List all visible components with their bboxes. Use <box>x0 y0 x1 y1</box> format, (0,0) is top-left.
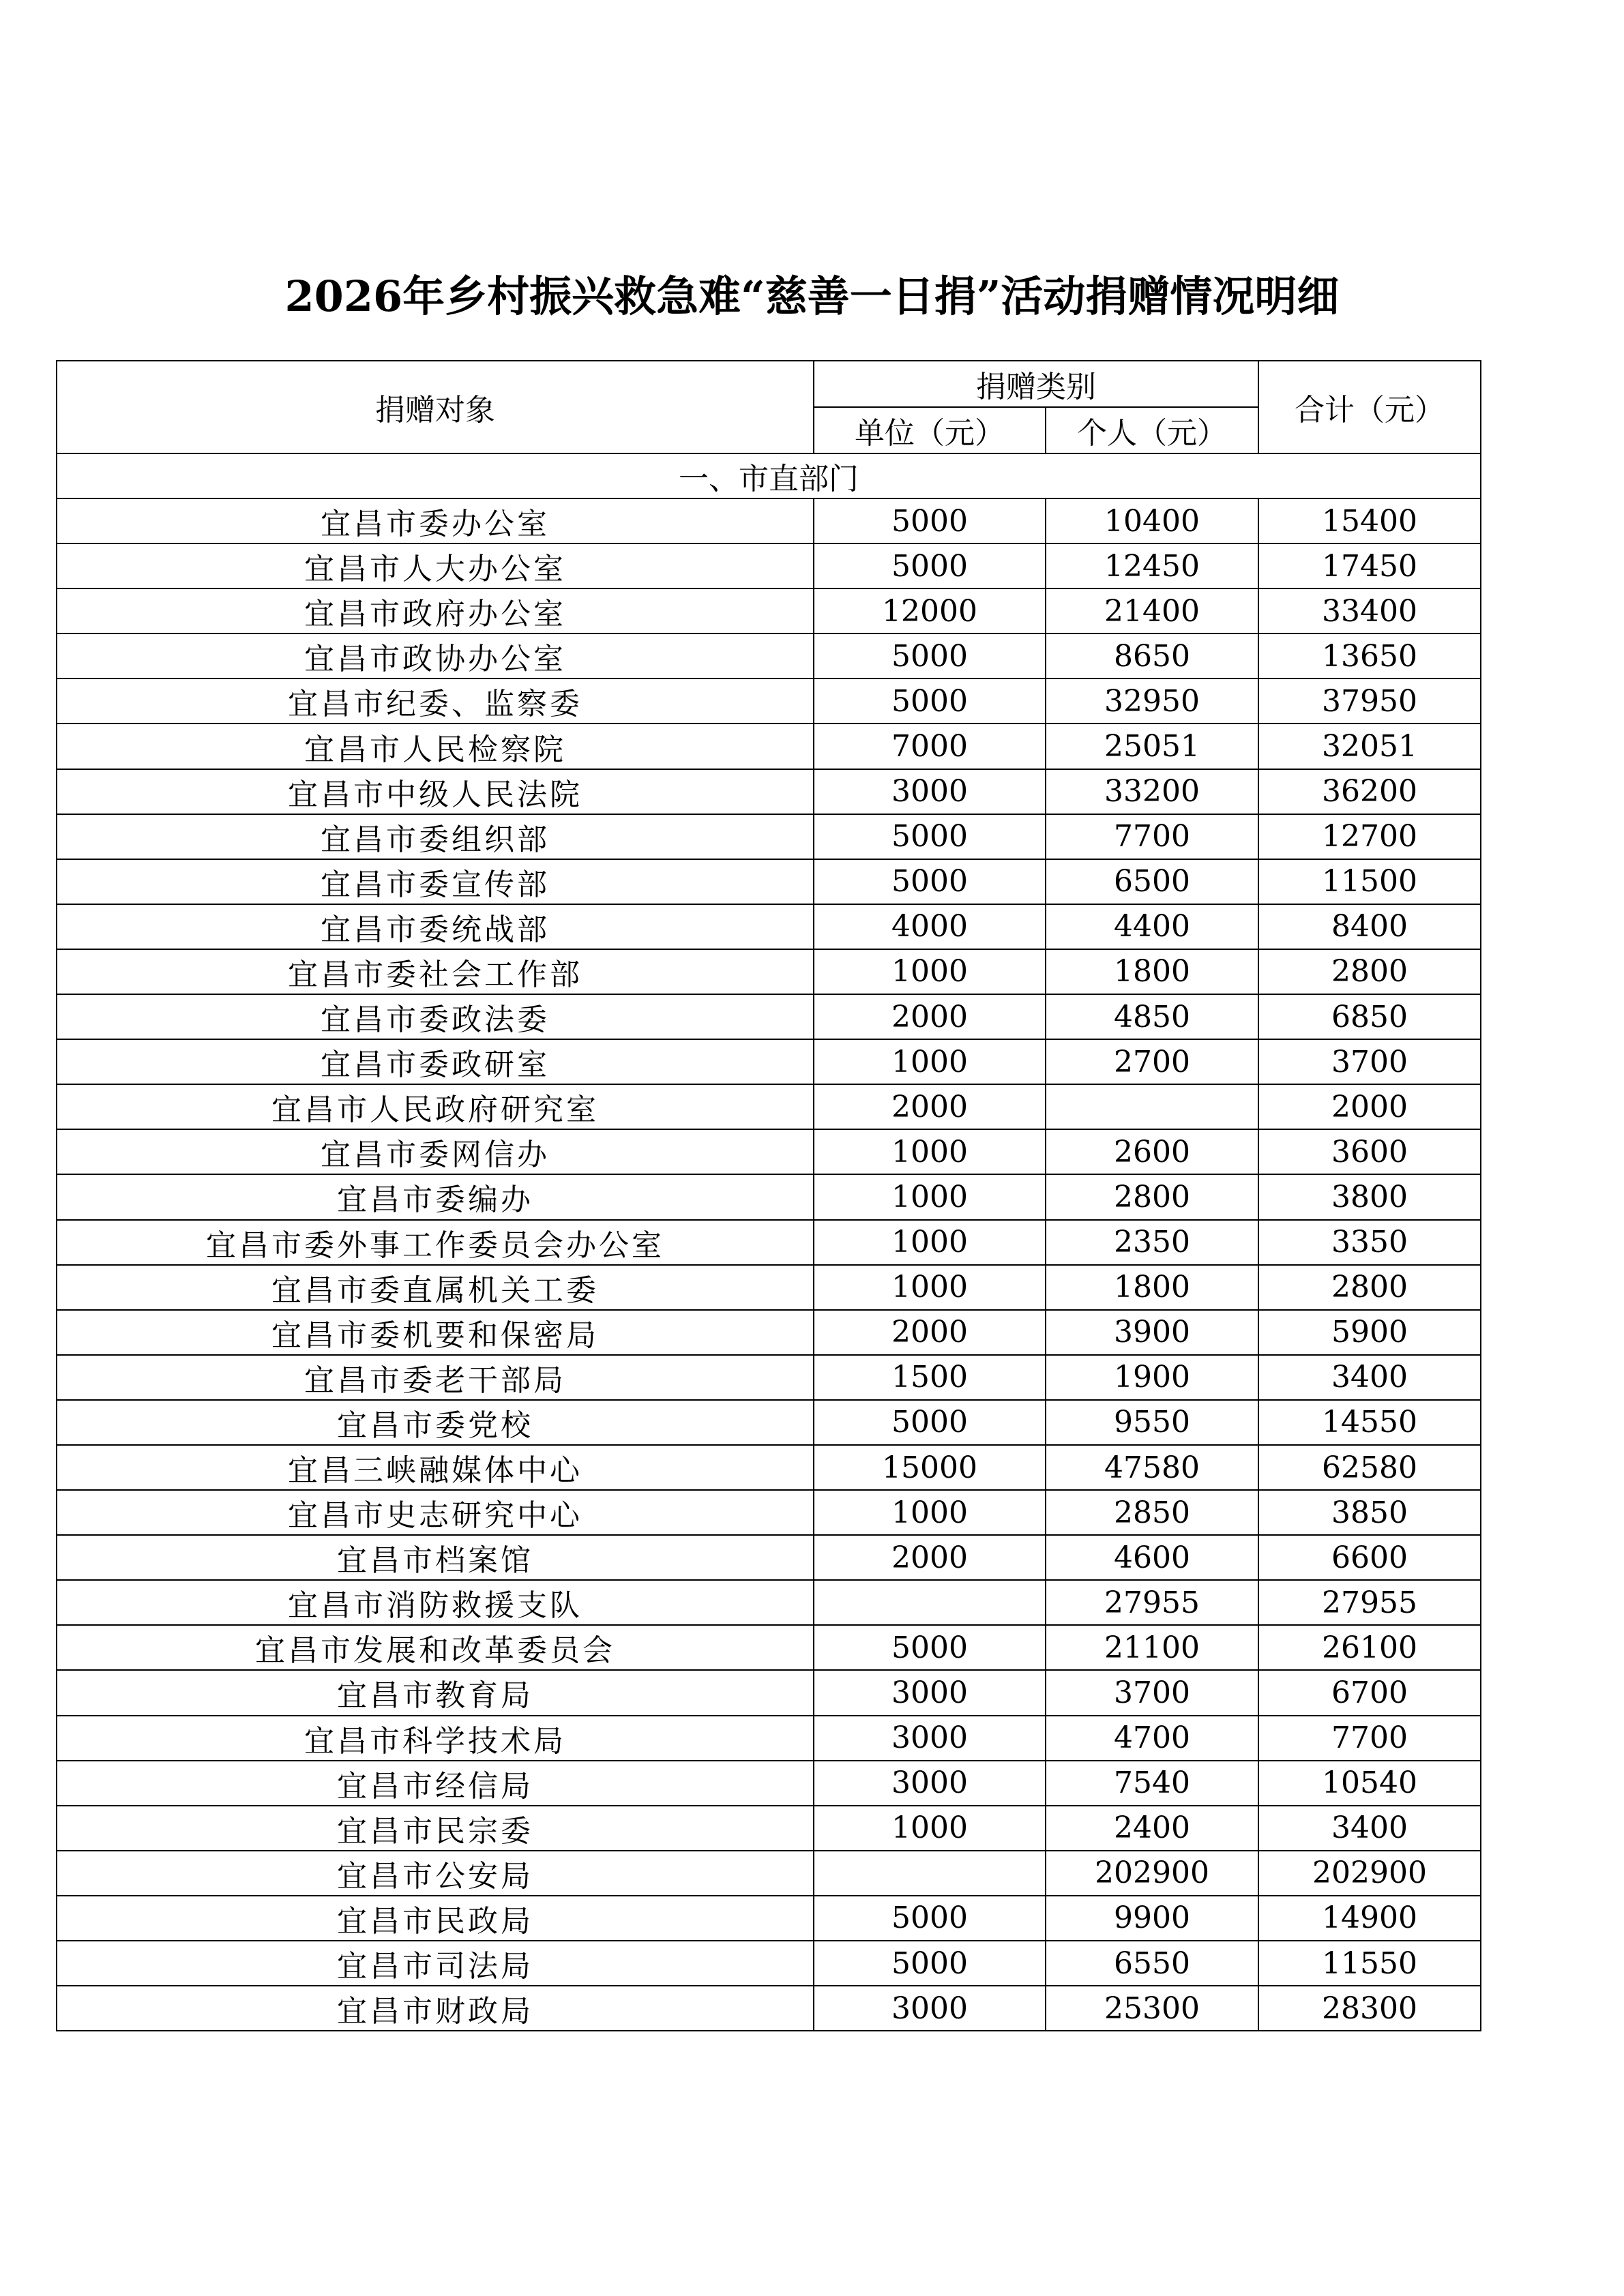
cell-unit: 2000 <box>814 1535 1046 1580</box>
cell-unit: 5000 <box>814 1941 1046 1986</box>
cell-name: 宜昌市教育局 <box>57 1670 814 1715</box>
cell-personal: 12450 <box>1046 543 1258 588</box>
cell-name: 宜昌市委政法委 <box>57 994 814 1039</box>
cell-unit: 1000 <box>814 949 1046 994</box>
cell-personal: 21400 <box>1046 588 1258 633</box>
section-heading: 一、市直部门 <box>57 453 1481 498</box>
table-row <box>57 1400 1481 1445</box>
cell-name: 宜昌市人民政府研究室 <box>57 1084 814 1129</box>
cell-personal: 8650 <box>1046 633 1258 679</box>
cell-name: 宜昌市档案馆 <box>57 1535 814 1580</box>
cell-name: 宜昌市委编办 <box>57 1174 814 1219</box>
cell-unit: 5000 <box>814 633 1046 679</box>
cell-unit: 5000 <box>814 498 1046 543</box>
cell-unit: 4000 <box>814 904 1046 949</box>
table-row <box>57 498 1481 543</box>
cell-name: 宜昌市委直属机关工委 <box>57 1265 814 1310</box>
cell-total: 3400 <box>1258 1355 1481 1400</box>
cell-name: 宜昌市政协办公室 <box>57 633 814 679</box>
cell-total: 202900 <box>1258 1851 1481 1896</box>
cell-name: 宜昌市委网信办 <box>57 1129 814 1174</box>
table-row <box>57 1490 1481 1535</box>
header-category: 捐赠类别 <box>814 361 1258 407</box>
cell-unit: 5000 <box>814 859 1046 904</box>
cell-total: 6850 <box>1258 994 1481 1039</box>
cell-personal: 1800 <box>1046 1265 1258 1310</box>
cell-name: 宜昌市委党校 <box>57 1400 814 1445</box>
cell-name: 宜昌市公安局 <box>57 1851 814 1896</box>
cell-personal: 202900 <box>1046 1851 1258 1896</box>
cell-name: 宜昌市史志研究中心 <box>57 1490 814 1535</box>
table-row <box>57 904 1481 949</box>
table-row <box>57 1986 1481 2031</box>
cell-name: 宜昌三峡融媒体中心 <box>57 1445 814 1490</box>
cell-unit <box>814 1580 1046 1625</box>
table-row <box>57 1625 1481 1670</box>
cell-name: 宜昌市发展和改革委员会 <box>57 1625 814 1670</box>
cell-total: 11550 <box>1258 1941 1481 1986</box>
cell-total: 11500 <box>1258 859 1481 904</box>
cell-personal: 9900 <box>1046 1896 1258 1941</box>
cell-personal: 25300 <box>1046 1986 1258 2031</box>
cell-personal: 1900 <box>1046 1355 1258 1400</box>
cell-personal: 4850 <box>1046 994 1258 1039</box>
cell-unit: 15000 <box>814 1445 1046 1490</box>
cell-name: 宜昌市经信局 <box>57 1761 814 1806</box>
cell-total: 3800 <box>1258 1174 1481 1219</box>
cell-name: 宜昌市政府办公室 <box>57 588 814 633</box>
cell-personal: 2400 <box>1046 1806 1258 1851</box>
cell-name: 宜昌市委组织部 <box>57 814 814 859</box>
cell-personal: 6550 <box>1046 1941 1258 1986</box>
table-row <box>57 1174 1481 1219</box>
cell-name: 宜昌市民政局 <box>57 1896 814 1941</box>
cell-total: 28300 <box>1258 1986 1481 2031</box>
cell-total: 62580 <box>1258 1445 1481 1490</box>
table-row <box>57 769 1481 814</box>
cell-unit: 5000 <box>814 679 1046 724</box>
header-personal: 个人（元） <box>1046 407 1258 453</box>
cell-unit: 5000 <box>814 543 1046 588</box>
cell-total: 32051 <box>1258 724 1481 769</box>
cell-total: 13650 <box>1258 633 1481 679</box>
cell-name: 宜昌市中级人民法院 <box>57 769 814 814</box>
cell-personal: 32950 <box>1046 679 1258 724</box>
table-row <box>57 1310 1481 1355</box>
table-row <box>57 588 1481 633</box>
cell-name: 宜昌市人大办公室 <box>57 543 814 588</box>
cell-personal: 7540 <box>1046 1761 1258 1806</box>
cell-unit <box>814 1851 1046 1896</box>
cell-personal: 3900 <box>1046 1310 1258 1355</box>
cell-unit: 5000 <box>814 1896 1046 1941</box>
cell-personal: 25051 <box>1046 724 1258 769</box>
cell-name: 宜昌市委机要和保密局 <box>57 1310 814 1355</box>
cell-total: 8400 <box>1258 904 1481 949</box>
cell-name: 宜昌市委办公室 <box>57 498 814 543</box>
cell-unit: 1000 <box>814 1039 1046 1084</box>
cell-unit: 5000 <box>814 1625 1046 1670</box>
cell-total: 3850 <box>1258 1490 1481 1535</box>
table-row <box>57 1129 1481 1174</box>
cell-personal: 4700 <box>1046 1716 1258 1761</box>
cell-total: 5900 <box>1258 1310 1481 1355</box>
cell-total: 3400 <box>1258 1806 1481 1851</box>
cell-name: 宜昌市委老干部局 <box>57 1355 814 1400</box>
cell-total: 17450 <box>1258 543 1481 588</box>
cell-total: 26100 <box>1258 1625 1481 1670</box>
table-row <box>57 1761 1481 1806</box>
cell-name: 宜昌市人民检察院 <box>57 724 814 769</box>
cell-name: 宜昌市财政局 <box>57 1986 814 2031</box>
cell-unit: 1000 <box>814 1129 1046 1174</box>
cell-unit: 3000 <box>814 769 1046 814</box>
cell-unit: 3000 <box>814 1716 1046 1761</box>
header-target: 捐赠对象 <box>57 361 814 453</box>
cell-total: 15400 <box>1258 498 1481 543</box>
cell-name: 宜昌市委统战部 <box>57 904 814 949</box>
table-row <box>57 1445 1481 1490</box>
cell-unit: 3000 <box>814 1986 1046 2031</box>
cell-name: 宜昌市民宗委 <box>57 1806 814 1851</box>
cell-unit: 1000 <box>814 1174 1046 1219</box>
cell-unit: 1000 <box>814 1806 1046 1851</box>
table-row <box>57 1716 1481 1761</box>
cell-total: 14900 <box>1258 1896 1481 1941</box>
table-row <box>57 724 1481 769</box>
cell-personal: 6500 <box>1046 859 1258 904</box>
header-unit: 单位（元） <box>814 407 1046 453</box>
cell-unit: 2000 <box>814 1084 1046 1129</box>
cell-unit: 3000 <box>814 1670 1046 1715</box>
cell-total: 7700 <box>1258 1716 1481 1761</box>
cell-total: 2000 <box>1258 1084 1481 1129</box>
document-title: 2026年乡村振兴救急难“慈善一日捐”活动捐赠情况明细 <box>284 271 1340 321</box>
cell-total: 2800 <box>1258 1265 1481 1310</box>
cell-total: 12700 <box>1258 814 1481 859</box>
table-row <box>57 949 1481 994</box>
cell-total: 2800 <box>1258 949 1481 994</box>
table-row <box>57 1355 1481 1400</box>
table-row <box>57 1896 1481 1941</box>
cell-unit: 12000 <box>814 588 1046 633</box>
cell-personal: 4400 <box>1046 904 1258 949</box>
cell-name: 宜昌市纪委、监察委 <box>57 679 814 724</box>
cell-name: 宜昌市委政研室 <box>57 1039 814 1084</box>
cell-total: 6700 <box>1258 1670 1481 1715</box>
table-row <box>57 633 1481 679</box>
table-row <box>57 1670 1481 1715</box>
cell-personal: 4600 <box>1046 1535 1258 1580</box>
table-row <box>57 1806 1481 1851</box>
table-row <box>57 543 1481 588</box>
cell-personal: 9550 <box>1046 1400 1258 1445</box>
table-row <box>57 679 1481 724</box>
table-row <box>57 1851 1481 1896</box>
cell-personal: 47580 <box>1046 1445 1258 1490</box>
cell-unit: 2000 <box>814 1310 1046 1355</box>
cell-personal <box>1046 1084 1258 1129</box>
cell-total: 10540 <box>1258 1761 1481 1806</box>
cell-personal: 3700 <box>1046 1670 1258 1715</box>
table-row <box>57 1580 1481 1625</box>
cell-name: 宜昌市委宣传部 <box>57 859 814 904</box>
cell-total: 37950 <box>1258 679 1481 724</box>
donation-table <box>56 360 1481 2031</box>
cell-unit: 7000 <box>814 724 1046 769</box>
cell-personal: 33200 <box>1046 769 1258 814</box>
cell-unit: 5000 <box>814 1400 1046 1445</box>
table-row <box>57 1039 1481 1084</box>
header-total: 合计（元） <box>1258 361 1481 453</box>
table-row <box>57 859 1481 904</box>
cell-personal: 7700 <box>1046 814 1258 859</box>
cell-total: 14550 <box>1258 1400 1481 1445</box>
cell-total: 36200 <box>1258 769 1481 814</box>
table-row <box>57 994 1481 1039</box>
cell-personal: 10400 <box>1046 498 1258 543</box>
cell-unit: 1000 <box>814 1490 1046 1535</box>
cell-name: 宜昌市委社会工作部 <box>57 949 814 994</box>
table-row <box>57 1535 1481 1580</box>
cell-personal: 2850 <box>1046 1490 1258 1535</box>
cell-personal: 27955 <box>1046 1580 1258 1625</box>
cell-personal: 1800 <box>1046 949 1258 994</box>
table-row <box>57 1941 1481 1986</box>
cell-personal: 2350 <box>1046 1220 1258 1265</box>
cell-name: 宜昌市司法局 <box>57 1941 814 1986</box>
table-row <box>57 1220 1481 1265</box>
cell-personal: 2800 <box>1046 1174 1258 1219</box>
cell-personal: 21100 <box>1046 1625 1258 1670</box>
cell-total: 3600 <box>1258 1129 1481 1174</box>
table-row <box>57 814 1481 859</box>
cell-unit: 2000 <box>814 994 1046 1039</box>
cell-personal: 2700 <box>1046 1039 1258 1084</box>
cell-name: 宜昌市科学技术局 <box>57 1716 814 1761</box>
table-row <box>57 1265 1481 1310</box>
cell-name: 宜昌市委外事工作委员会办公室 <box>57 1220 814 1265</box>
cell-total: 6600 <box>1258 1535 1481 1580</box>
cell-unit: 1500 <box>814 1355 1046 1400</box>
cell-personal: 2600 <box>1046 1129 1258 1174</box>
cell-unit: 3000 <box>814 1761 1046 1806</box>
cell-name: 宜昌市消防救援支队 <box>57 1580 814 1625</box>
table-row <box>57 1084 1481 1129</box>
cell-unit: 1000 <box>814 1220 1046 1265</box>
cell-total: 33400 <box>1258 588 1481 633</box>
cell-unit: 1000 <box>814 1265 1046 1310</box>
cell-unit: 5000 <box>814 814 1046 859</box>
cell-total: 3350 <box>1258 1220 1481 1265</box>
cell-total: 27955 <box>1258 1580 1481 1625</box>
cell-total: 3700 <box>1258 1039 1481 1084</box>
